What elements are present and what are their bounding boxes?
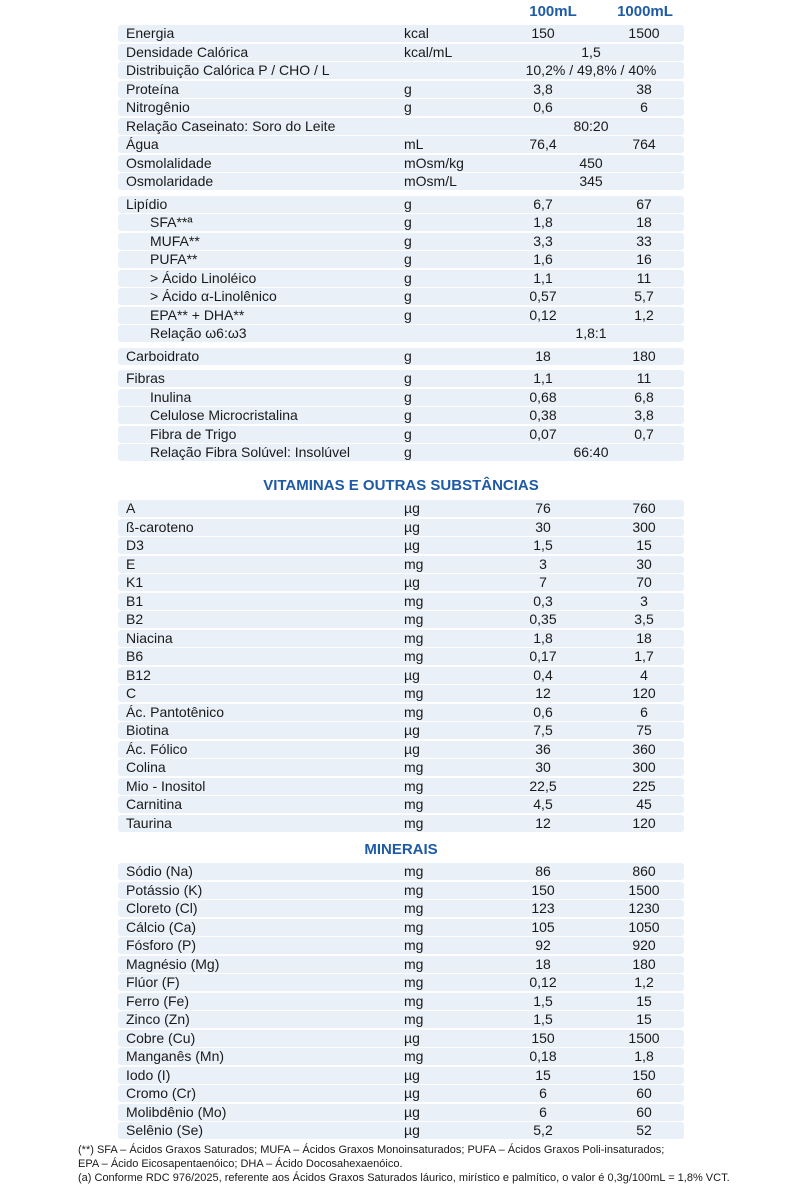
value-1000ml: 38 [636,80,652,97]
value-100ml: 150 [531,1029,555,1046]
value-1000ml: 70 [636,574,652,590]
row-value: 345 [579,173,603,189]
value-100ml: 5,2 [533,1122,553,1138]
value-1000ml: 15 [636,537,652,553]
value-1000ml: 764 [632,136,656,152]
row-unit: µg [404,1103,420,1120]
vitamins-section-title: VITAMINAS E OUTRAS SUBSTÂNCIAS [263,477,539,494]
row-label: B2 [126,611,144,627]
row-unit: µg [404,1066,420,1083]
table-row [118,389,684,406]
value-100ml: 76 [535,500,551,516]
table-row [118,407,684,424]
row-label: Distribuição Calórica P / CHO / L [126,62,330,78]
row-unit: µg [404,740,420,757]
value-1000ml: 1500 [628,25,660,41]
row-label: D3 [126,537,144,553]
value-1000ml: 120 [632,685,656,701]
value-100ml: 3,8 [533,80,553,97]
value-1000ml: 75 [636,722,652,738]
table-row [118,444,684,461]
value-100ml: 6,7 [533,195,553,212]
row-unit: g [404,407,412,423]
table-row [118,519,684,536]
row-unit: mg [404,611,424,627]
row-label: Potássio (K) [126,881,203,898]
value-100ml: 6 [539,1085,547,1101]
table-row [118,307,684,324]
table-row [118,882,684,899]
value-1000ml: 4 [640,666,648,683]
table-row [118,993,684,1010]
value-1000ml: 225 [632,777,656,794]
row-label: A [126,500,136,516]
table-row [118,62,684,79]
row-unit: g [404,306,412,323]
table-row [118,778,684,795]
value-1000ml: 1,8 [634,1048,654,1064]
row-unit: kcal/mL [404,43,453,60]
row-unit: g [404,80,412,97]
row-unit: g [404,388,412,405]
value-100ml: 1,6 [533,251,553,267]
value-100ml: 150 [531,25,555,41]
row-label: Cálcio (Ca) [126,918,197,935]
value-1000ml: 16 [636,251,652,267]
row-unit: g [404,232,412,249]
row-label: K1 [126,574,144,590]
row-unit: g [404,444,412,460]
row-label: Cromo (Cr) [126,1085,196,1101]
table-row [118,722,684,739]
row-label: Água [126,136,159,152]
row-label: Ferro (Fe) [126,992,189,1009]
row-unit: g [404,99,412,115]
row-label: Inulina [150,388,192,405]
footnote-line: (**) SFA – Ácidos Graxos Saturados; MUFA – Ácidos Graxos Monoinsaturados; PUFA – Ácidos Graxos Poli-insaturados; [78,1144,665,1156]
value-100ml: 12 [535,814,551,831]
row-label: Molibdênio (Mo) [126,1103,227,1120]
row-label: Fibras [126,370,165,386]
value-1000ml: 6,8 [634,388,654,405]
row-label: Flúor (F) [126,974,180,990]
value-100ml: 0,3 [533,592,553,609]
row-label: B12 [126,666,151,683]
table-row [118,919,684,936]
row-unit: mg [404,777,424,794]
value-100ml: 1,5 [533,537,553,553]
table-row [118,1030,684,1047]
footnote-line: (a) Conforme RDC 976/2025, referente aos Ácidos Graxos Saturados láurico, mirístico e palmítico, o valor é 0,3g/100mL = 1,8% VCT. [78,1172,730,1184]
minerals-section-title: MINERAIS [364,841,438,858]
value-1000ml: 3,8 [634,407,654,423]
table-row [118,44,684,61]
table-row [118,537,684,554]
value-100ml: 30 [535,759,551,775]
row-unit: µg [404,518,420,535]
table-row [118,99,684,116]
row-label: B6 [126,648,144,664]
value-1000ml: 5,7 [634,288,654,304]
table-row [118,426,684,443]
value-1000ml: 760 [632,500,656,516]
table-row [118,1048,684,1065]
row-unit: mg [404,955,424,972]
value-100ml: 3 [539,555,547,572]
value-100ml: 3,3 [533,232,553,249]
table-row [118,288,684,305]
row-unit: µg [404,666,420,683]
value-100ml: 18 [535,347,551,364]
value-100ml: 6 [539,1103,547,1120]
value-100ml: 1,1 [533,269,553,286]
row-unit: mg [404,937,424,953]
value-100ml: 105 [531,918,555,935]
value-1000ml: 11 [636,269,652,286]
table-row [118,685,684,702]
value-100ml: 0,57 [529,288,557,304]
value-100ml: 150 [531,881,555,898]
table-row [118,956,684,973]
row-label: SFA**ª [150,214,193,230]
table-row [118,556,684,573]
table-row [118,155,684,172]
value-1000ml: 6 [640,99,648,115]
row-unit: mg [404,1048,424,1064]
value-1000ml: 6 [640,703,648,720]
row-label: Fósforo (P) [126,937,197,953]
row-unit: mg [404,918,424,935]
row-label: Taurina [126,814,172,831]
row-unit: mg [404,592,424,609]
value-1000ml: 18 [636,214,652,230]
value-100ml: 92 [535,937,551,953]
row-unit: g [404,214,412,230]
value-100ml: 30 [535,518,551,535]
table-row [118,348,684,365]
value-1000ml: 300 [632,518,656,535]
value-1000ml: 3 [640,592,648,609]
row-unit: mg [404,555,424,572]
value-1000ml: 52 [636,1122,652,1138]
table-row [118,815,684,832]
row-unit: mg [404,759,424,775]
row-label: MUFA** [150,232,200,249]
row-value: 450 [579,154,603,171]
row-unit: mg [404,863,424,879]
value-100ml: 123 [531,900,555,916]
row-unit: g [404,288,412,304]
row-unit: mg [404,992,424,1009]
row-label: Densidade Calórica [126,43,249,60]
table-row [118,81,684,98]
value-1000ml: 1500 [628,1029,660,1046]
row-label: Lipídio [126,195,168,212]
value-100ml: 0,6 [533,99,553,115]
row-label: EPA** + DHA** [150,306,245,323]
row-unit: g [404,347,412,364]
table-row [118,900,684,917]
value-100ml: 1,5 [533,1011,553,1027]
row-unit: mg [404,900,424,916]
row-label: > Ácido Linoléico [150,269,257,286]
table-row [118,500,684,517]
row-unit: µg [404,537,420,553]
value-1000ml: 67 [636,195,652,212]
row-label: Relação Fibra Solúvel: Insolúvel [150,444,350,460]
table-row [118,233,684,250]
table-row [118,1104,684,1121]
row-unit: mg [404,974,424,990]
row-label: Biotina [126,722,169,738]
row-unit: µg [404,1085,420,1101]
row-unit: g [404,370,412,386]
table-row [118,25,684,42]
row-unit: µg [404,1122,420,1138]
row-label: Relação Caseinato: Soro do Leite [126,117,336,134]
value-1000ml: 1,7 [634,648,654,664]
row-unit: µg [404,500,420,516]
row-label: PUFA** [150,251,198,267]
value-1000ml: 60 [636,1085,652,1101]
value-1000ml: 18 [636,629,652,646]
table-row [118,667,684,684]
row-label: Cloreto (Cl) [126,900,198,916]
row-unit: mL [404,136,424,152]
value-1000ml: 1,2 [634,306,654,323]
value-100ml: 0,35 [529,611,557,627]
table-row [118,370,684,387]
row-unit: mg [404,814,424,831]
value-1000ml: 920 [632,937,656,953]
table-row [118,270,684,287]
row-unit: mOsm/L [404,173,457,189]
row-label: Niacina [126,629,173,646]
table-row [118,974,684,991]
value-100ml: 86 [535,863,551,879]
row-label: E [126,555,136,572]
row-label: ß-caroteno [126,518,194,535]
value-100ml: 1,1 [533,370,553,386]
table-row [118,648,684,665]
row-label: B1 [126,592,144,609]
table-row [118,937,684,954]
table-row [118,863,684,880]
value-100ml: 22,5 [529,777,557,794]
value-100ml: 0,38 [529,407,557,423]
row-unit: mg [404,881,424,898]
row-unit: g [404,251,412,267]
value-100ml: 0,12 [529,974,557,990]
value-1000ml: 30 [636,555,652,572]
table-row [118,593,684,610]
value-1000ml: 150 [632,1066,656,1083]
value-1000ml: 3,5 [634,611,654,627]
column-header-1000ml: 1000mL [617,3,673,20]
row-unit: mg [404,629,424,646]
row-label: Mio - Inositol [126,777,206,794]
row-label: Iodo (I) [126,1066,171,1083]
row-unit: g [404,195,412,212]
table-row [118,196,684,213]
row-label: Ác. Fólico [126,740,188,757]
value-1000ml: 300 [632,759,656,775]
footnote-line: EPA – Ácido Eicosapentaenóico; DHA – Ácido Docosahexaenóico. [78,1158,403,1170]
value-100ml: 1,8 [533,214,553,230]
table-row [118,704,684,721]
table-row [118,173,684,190]
row-unit: mg [404,1011,424,1027]
row-label: Nitrogênio [126,99,190,115]
row-label: Sódio (Na) [126,863,193,879]
row-label: Zinco (Zn) [126,1011,190,1027]
row-label: Celulose Microcristalina [150,407,298,423]
row-unit: mg [404,648,424,664]
value-1000ml: 15 [636,992,652,1009]
table-row [118,1122,684,1139]
value-1000ml: 1500 [628,881,660,898]
value-100ml: 15 [535,1066,551,1083]
table-row [118,1085,684,1102]
value-1000ml: 45 [636,796,652,812]
row-label: C [126,685,137,701]
table-row [118,630,684,647]
value-1000ml: 0,7 [634,425,654,442]
value-100ml: 1,8 [533,629,553,646]
table-row [118,611,684,628]
value-1000ml: 1,2 [634,974,654,990]
value-1000ml: 360 [632,740,656,757]
footnotes [78,1143,778,1185]
row-label: > Ácido α-Linolênico [150,288,277,304]
table-row [118,1067,684,1084]
row-unit: g [404,269,412,286]
value-100ml: 1,5 [533,992,553,1009]
value-100ml: 0,07 [529,425,557,442]
row-label: Fibra de Trigo [150,425,237,442]
row-label: Proteína [126,80,179,97]
value-1000ml: 15 [636,1011,652,1027]
row-label: Carboidrato [126,347,200,364]
row-unit: mg [404,685,424,701]
table-row [118,1011,684,1028]
value-100ml: 18 [535,955,551,972]
value-1000ml: 33 [636,232,652,249]
row-label: Selênio (Se) [126,1122,204,1138]
value-100ml: 36 [535,740,551,757]
row-unit: mOsm/kg [404,154,464,171]
value-100ml: 0,18 [529,1048,557,1064]
row-label: Osmolaridade [126,173,214,189]
row-unit: kcal [404,25,429,41]
value-1000ml: 860 [632,863,656,879]
row-label: Ác. Pantotênico [126,703,225,720]
value-100ml: 7 [539,574,547,590]
table-row [118,325,684,342]
table-row [118,136,684,153]
row-value: 1,5 [581,43,601,60]
row-label: Manganês (Mn) [126,1048,225,1064]
value-1000ml: 180 [632,347,656,364]
table-row [118,574,684,591]
row-value: 66:40 [573,444,609,460]
table-row [118,214,684,231]
row-label: Relação ω6:ω3 [150,325,247,341]
value-100ml: 12 [535,685,551,701]
row-label: Energia [126,25,175,41]
value-100ml: 0,12 [529,306,557,323]
row-unit: µg [404,1029,420,1046]
row-unit: g [404,425,412,442]
column-header-100ml: 100mL [529,3,577,20]
row-label: Osmolalidade [126,154,212,171]
value-100ml: 76,4 [529,136,557,152]
row-unit: µg [404,574,420,590]
row-unit: mg [404,703,424,720]
value-1000ml: 11 [636,370,652,386]
row-value: 80:20 [573,117,609,134]
table-row [118,118,684,135]
table-row [118,741,684,758]
table-row [118,759,684,776]
row-label: Carnitina [126,796,183,812]
value-100ml: 0,68 [529,388,557,405]
row-label: Magnésio (Mg) [126,955,220,972]
value-1000ml: 180 [632,955,656,972]
row-unit: µg [404,722,420,738]
table-row [118,251,684,268]
table-row [118,796,684,813]
value-1000ml: 1050 [628,918,660,935]
row-unit: mg [404,796,424,812]
row-label: Colina [126,759,166,775]
value-100ml: 4,5 [533,796,553,812]
value-100ml: 7,5 [533,722,553,738]
value-1000ml: 60 [636,1103,652,1120]
value-100ml: 0,17 [529,648,557,664]
row-value: 10,2% / 49,8% / 40% [525,62,657,78]
row-value: 1,8:1 [575,325,607,341]
value-100ml: 0,6 [533,703,553,720]
value-100ml: 0,4 [533,666,553,683]
value-1000ml: 120 [632,814,656,831]
value-1000ml: 1230 [628,900,660,916]
row-label: Cobre (Cu) [126,1029,196,1046]
